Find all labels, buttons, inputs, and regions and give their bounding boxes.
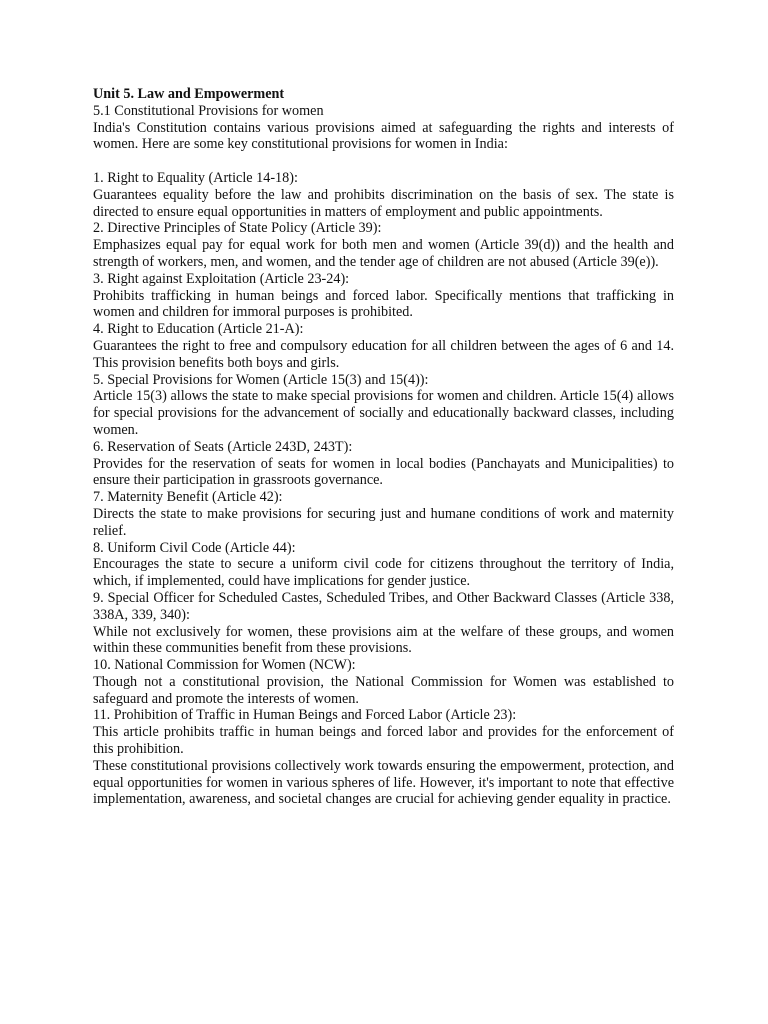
provision-heading: 3. Right against Exploitation (Article 23-24): [93, 270, 350, 287]
provision-item [93, 439, 674, 489]
provision-heading: 1. Right to Equality (Article 14-18): [93, 169, 298, 186]
provision-item [93, 321, 674, 371]
unit-title: Unit 5. Law and Empowerment [93, 86, 285, 102]
provision-heading: 9. Special Officer for Scheduled Castes, Scheduled Tribes, and Other Backward Classes (Article 338, 338A, 339, 340): [93, 589, 674, 623]
provision-body: Directs the state to make provisions for securing just and humane conditions of work and maternity relief. [93, 505, 674, 539]
provision-heading: 7. Maternity Benefit (Article 42): [93, 489, 283, 506]
blank-line [93, 153, 674, 170]
provision-item [93, 707, 674, 757]
provision-body: Guarantees equality before the law and prohibits discrimination on the basis of sex. The state is directed to ensure equal opportunities in matters of employment and public appointments. [93, 186, 674, 220]
conclusion-paragraph: These constitutional provisions collectively work towards ensuring the empowerment, protection, and equal opportunities for women in various spheres of life. However, it's important to note that effective implementation, awareness, and societal changes are crucial for achieving gender equality in practice. [93, 757, 674, 808]
provision-item [93, 271, 674, 321]
provision-body: Article 15(3) allows the state to make special provisions for women and children. Article 15(4) allows for special provisions for the advancement of socially and educationally backward classes, including women. [93, 388, 674, 438]
provision-body: While not exclusively for women, these provisions aim at the welfare of these groups, and women within these communities benefit from these provisions. [93, 623, 674, 657]
provision-heading: 4. Right to Education (Article 21-A): [93, 321, 304, 338]
section-heading: 5.1 Constitutional Provisions for women [93, 102, 324, 119]
provision-body: Emphasizes equal pay for equal work for both men and women (Article 39(d)) and the health and strength of workers, men, and women, and the tender age of children are not abused (Article 39(e)). [93, 237, 674, 270]
provision-heading: 8. Uniform Civil Code (Article 44): [93, 539, 296, 556]
provision-body: Guarantees the right to free and compulsory education for all children between the ages of 6 and 14. This provision benefits both boys and girls. [93, 337, 674, 371]
provision-item [93, 540, 674, 590]
provision-item [93, 657, 674, 707]
provision-item [93, 170, 674, 220]
provision-heading: 6. Reservation of Seats (Article 243D, 243T): [93, 438, 353, 455]
provision-body: Provides for the reservation of seats for women in local bodies (Panchayats and Municipalities) to ensure their participation in grassroots governance. [93, 455, 674, 489]
provision-heading: 5. Special Provisions for Women (Article 15(3) and 15(4)): [93, 371, 429, 388]
provision-body: Encourages the state to secure a uniform civil code for citizens throughout the territory of India, which, if implemented, could have implications for gender justice. [93, 556, 674, 590]
provision-heading: 11. Prohibition of Traffic in Human Beings and Forced Labor (Article 23): [93, 707, 517, 724]
provision-body: Prohibits trafficking in human beings and forced labor. Specifically mentions that trafficking in women and children for immoral purposes is prohibited. [93, 287, 674, 321]
provision-heading: 2. Directive Principles of State Policy (Article 39): [93, 220, 382, 237]
provision-item [93, 220, 674, 270]
provision-item [93, 590, 674, 657]
provision-heading: 10. National Commission for Women (NCW): [93, 657, 356, 674]
provision-body: This article prohibits traffic in human beings and forced labor and provides for the enforcement of this prohibition. [93, 724, 674, 758]
provision-list [93, 170, 674, 758]
provision-item [93, 489, 674, 539]
provision-body: Though not a constitutional provision, the National Commission for Women was established to safeguard and promote the interests of women. [93, 673, 674, 707]
provision-item [93, 372, 674, 439]
intro-paragraph: India's Constitution contains various provisions aimed at safeguarding the rights and interests of women. Here are some key constitutional provisions for women in India: [93, 119, 674, 153]
document-page [93, 86, 674, 808]
